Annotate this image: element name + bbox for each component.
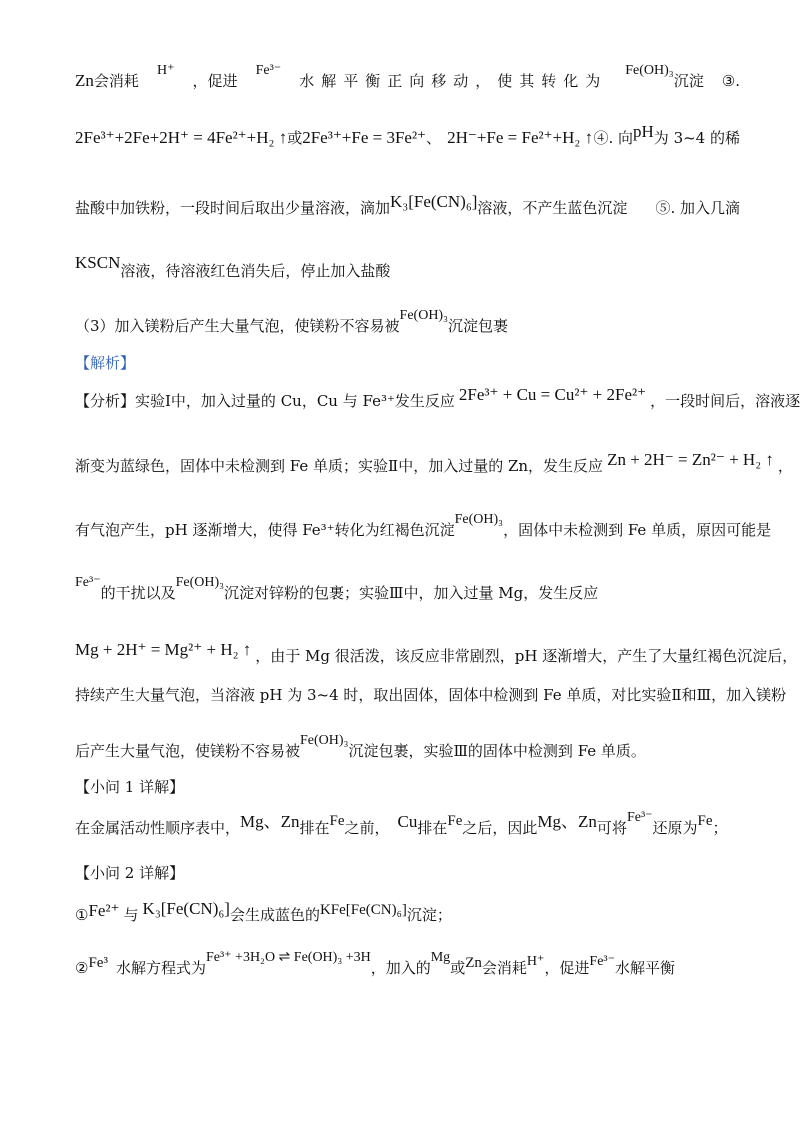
text: 持续产生大量气泡，当溶液 pH 为 3~4 时，取出固体，固体中检测到 Fe 单质，对比实验Ⅱ和Ⅲ，加入镁粉 bbox=[75, 686, 787, 704]
equation: Fe³⁺ +3H₂O ⇌ Fe(OH)₃ +3H bbox=[205, 950, 371, 965]
formula-feoh3: Fe(OH)₃ bbox=[175, 575, 225, 590]
formula-h-plus: H⁺ bbox=[156, 63, 175, 78]
formula-mg: Mg bbox=[430, 950, 451, 965]
heading: 【小问 1 详解】 bbox=[75, 778, 185, 796]
text: 水解平衡正向移动，使其转化为 bbox=[299, 72, 608, 90]
text: 为 3~4 的稀 bbox=[653, 129, 740, 147]
formula-feoh3: Fe(OH)₃ bbox=[399, 308, 448, 323]
text: 或 bbox=[450, 959, 466, 977]
text: 沉淀 bbox=[673, 72, 704, 90]
formula-fe3: Fe³⁻ bbox=[626, 810, 653, 825]
formula-zn: Zn bbox=[465, 955, 482, 971]
text: 【分析】实验Ⅰ中，加入过量的 Cu，Cu 与 Fe³⁺发生反应 bbox=[75, 392, 455, 410]
formula-kscn: KSCN bbox=[75, 253, 121, 272]
formula-fe3: Fe³⁻ bbox=[255, 63, 282, 78]
text: 沉淀包裹，实验Ⅲ的固体中检测到 Fe 单质。 bbox=[348, 742, 646, 760]
analysis-line-4 bbox=[75, 575, 740, 606]
text: 之后，因此 bbox=[462, 819, 538, 837]
text: 、 bbox=[426, 129, 442, 147]
analysis-line-1 bbox=[75, 385, 800, 412]
formula-fe3: Fe³⁻ bbox=[589, 954, 615, 969]
text: 渐变为蓝绿色，固体中未检测到 Fe 单质；实验Ⅱ中，加入过量的 Zn，发生反应 bbox=[75, 457, 604, 475]
formula-mg-zn: Mg、Zn bbox=[537, 812, 597, 831]
text: ，由于 Mg 很活泼，该反应非常剧烈，pH 逐渐增大，产生了大量红褐色沉淀后， bbox=[255, 647, 798, 665]
item-marker: ① bbox=[75, 906, 89, 924]
formula-feoh3: Fe(OH)₃ bbox=[454, 512, 504, 527]
text: 或 bbox=[287, 129, 303, 147]
formula-fe: Fe bbox=[697, 813, 713, 829]
text: 溶液，待溶液红色消失后，停止加入盐酸 bbox=[120, 262, 391, 280]
text: 与 bbox=[123, 906, 139, 924]
item-marker: ⑤. 加入几滴 bbox=[655, 199, 740, 217]
analysis-line-7 bbox=[75, 733, 740, 764]
equation: 2Fe³⁺+2Fe+2H⁺ = 4Fe²⁺+H₂ ↑ bbox=[75, 128, 288, 147]
text: 水解平衡 bbox=[615, 959, 676, 977]
text: 可将 bbox=[596, 819, 627, 837]
text: 会消耗 bbox=[93, 72, 139, 90]
equation: Mg + 2H⁺ = Mg²⁺ + H₂ ↑ bbox=[75, 640, 252, 659]
text: 沉淀； bbox=[406, 906, 452, 924]
text: 会消耗 bbox=[481, 959, 527, 977]
formula-k3fecn6: K₃[Fe(CN)₆] bbox=[390, 192, 478, 211]
formula-k3fecn6: K₃[Fe(CN)₆] bbox=[142, 899, 230, 918]
text: （3）加入镁粉后产生大量气泡，使镁粉不容易被 bbox=[75, 317, 400, 335]
text: 盐酸中加铁粉，一段时间后取出少量溶液，滴加 bbox=[75, 199, 391, 217]
formula-ph: pH bbox=[633, 122, 654, 141]
heading: 【解析】 bbox=[75, 354, 136, 372]
heading: 【小问 2 详解】 bbox=[75, 864, 185, 882]
text: ，促进 bbox=[192, 72, 238, 90]
item-marker: ③. bbox=[721, 72, 740, 90]
formula-cu: Cu bbox=[397, 812, 418, 831]
text: 有气泡产生，pH 逐渐增大，使得 Fe³⁺转化为红褐色沉淀 bbox=[75, 521, 455, 539]
answer-line-3 bbox=[75, 192, 740, 219]
equation: 2Fe³⁺+Fe = 3Fe²⁺ bbox=[302, 128, 427, 147]
formula-kfefecn6: KFe[Fe(CN)₆] bbox=[319, 902, 407, 918]
answer-line-4 bbox=[75, 253, 740, 282]
text: 还原为 bbox=[652, 819, 698, 837]
subquestion-1-text bbox=[75, 810, 740, 841]
subquestion-1-heading bbox=[75, 776, 740, 798]
text: ； bbox=[712, 819, 728, 837]
text: ，加入的 bbox=[370, 959, 431, 977]
subquestion-2-heading bbox=[75, 862, 740, 884]
equation: 2H⁻+Fe = Fe²⁺+H₂ ↑ bbox=[447, 128, 594, 147]
formula-fe3: Fe³ bbox=[88, 955, 108, 971]
analysis-line-6 bbox=[75, 684, 787, 706]
text: 溶液，不产生蓝色沉淀 bbox=[477, 199, 628, 217]
formula-fe2: Fe²⁺ bbox=[88, 901, 120, 920]
text: 沉淀包裹 bbox=[447, 317, 508, 335]
analysis-line-5 bbox=[75, 640, 798, 667]
formula-fe: Fe bbox=[447, 813, 463, 829]
equation: 2Fe³⁺ + Cu = Cu²⁺ + 2Fe²⁺ bbox=[458, 385, 647, 404]
formula-mg-zn: Mg、Zn bbox=[240, 812, 300, 831]
formula-fe3: Fe³⁻ bbox=[75, 575, 101, 590]
text: ，固体中未检测到 Fe 单质，原因可能是 bbox=[503, 521, 772, 539]
equation: Zn + 2H⁻ = Zn²⁻ + H₂ ↑ bbox=[607, 450, 774, 469]
section-heading-analysis bbox=[75, 352, 740, 374]
formula-feoh3: Fe(OH)₃ bbox=[300, 733, 349, 748]
text: ， bbox=[777, 457, 793, 475]
analysis-line-2 bbox=[75, 450, 793, 477]
item-marker: ④. 向 bbox=[593, 129, 634, 147]
text: 的干扰以及 bbox=[100, 584, 176, 602]
subquestion-2-item-2 bbox=[75, 950, 740, 981]
text: 在金属活动性顺序表中， bbox=[75, 819, 241, 837]
formula-zn: Zn bbox=[75, 71, 94, 90]
answer-line-5 bbox=[75, 308, 740, 339]
text: ，促进 bbox=[544, 959, 590, 977]
answer-line-2 bbox=[75, 122, 740, 149]
text: 沉淀对锌粉的包裹；实验Ⅲ中，加入过量 Mg，发生反应 bbox=[224, 584, 599, 602]
text: ，一段时间后，溶液逐 bbox=[650, 392, 800, 410]
answer-line-1 bbox=[75, 63, 740, 94]
formula-h-plus: H⁺ bbox=[526, 954, 545, 969]
item-marker: ② bbox=[75, 959, 89, 977]
formula-fe: Fe bbox=[329, 813, 345, 829]
formula-feoh3: Fe(OH)₃ bbox=[625, 63, 674, 78]
text: 后产生大量气泡，使镁粉不容易被 bbox=[75, 742, 301, 760]
analysis-line-3 bbox=[75, 512, 772, 543]
text: 会生成蓝色的 bbox=[229, 906, 320, 924]
text: 水解方程式为 bbox=[115, 959, 206, 977]
text: 排在 bbox=[417, 819, 448, 837]
subquestion-2-item-1 bbox=[75, 899, 740, 927]
text: 排在 bbox=[299, 819, 330, 837]
text: 之前， bbox=[344, 819, 390, 837]
